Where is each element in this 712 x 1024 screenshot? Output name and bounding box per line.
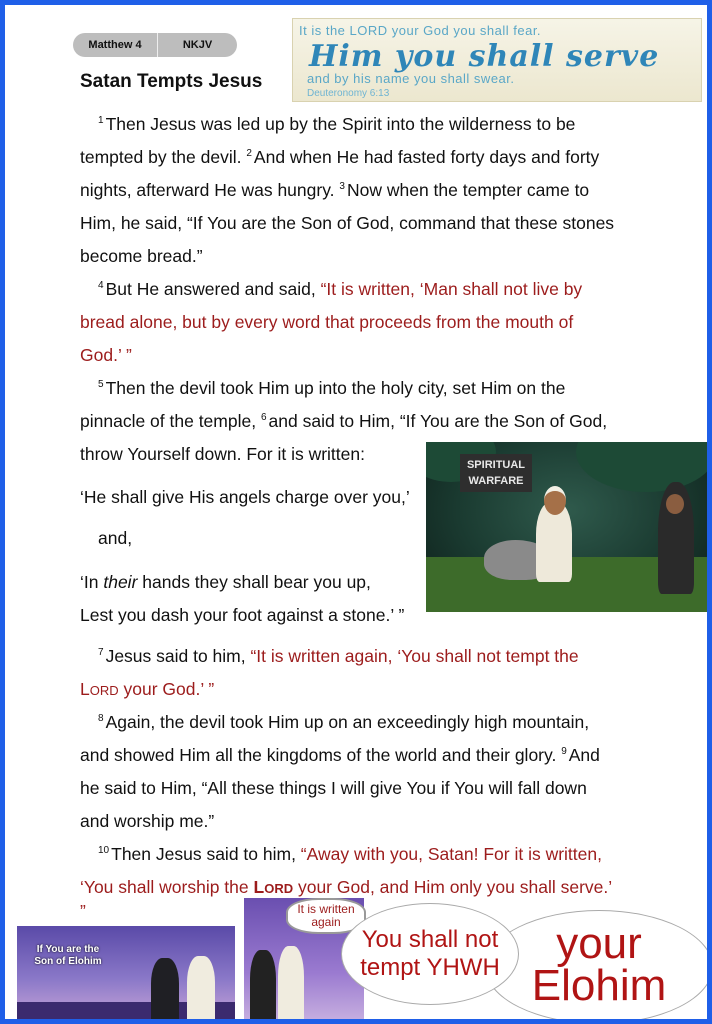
words-of-jesus (80, 673, 214, 707)
verse-text: your God.’ ” (118, 679, 215, 699)
oval-line-2: Elohim (531, 961, 667, 1010)
text-line (98, 640, 579, 672)
text-line (98, 108, 575, 140)
text-line (80, 739, 600, 771)
small-caps-l: L (253, 877, 265, 897)
jesus-head (544, 486, 566, 515)
chapter-label[interactable]: Matthew 4 (88, 39, 142, 51)
badge-line-2: WARFARE (468, 475, 524, 487)
verse-number: 8 (98, 713, 104, 725)
verse-text: ‘You shall worship the (80, 877, 254, 897)
words-of-jesus: God.’ ” (80, 345, 132, 365)
verse-number: 5 (98, 379, 104, 391)
words-of-jesus: “It is written, ‘Man shall not live by (320, 279, 583, 299)
verse-number: 4 (98, 280, 104, 292)
text-line: Him, he said, “If You are the Son of God, command that these stones (80, 213, 615, 233)
text-line: throw Yourself down. For it is written: (80, 444, 365, 464)
words-of-jesus: ” (80, 901, 86, 921)
verse-text: Jesus said to him, (105, 646, 251, 666)
quote-line: and, (98, 528, 133, 548)
text-line (80, 141, 599, 173)
jesus-figure (278, 946, 304, 1022)
satan-figure (151, 958, 179, 1022)
words-of-jesus: “Away with you, Satan! For it is written, (300, 844, 602, 864)
banner-line-1: It is the LORD your God you shall fear. (299, 23, 542, 38)
banner-line-3: and by his name you shall swear. (307, 71, 515, 86)
verse-text: tempted by the devil. (80, 147, 242, 167)
bubble-line-2: again (311, 915, 341, 929)
text-line: he said to Him, “All these things I will give You if You will fall down (80, 778, 587, 798)
section-heading: Satan Tempts Jesus (80, 71, 263, 92)
illustration-caption (23, 944, 113, 968)
verse-text: Then Jesus said to him, (111, 844, 301, 864)
quote-line (80, 566, 371, 598)
text-line (98, 838, 602, 870)
verse-text: And when He had fasted forty days and forty (253, 147, 600, 167)
banner-line-2: Him you shall serve (309, 39, 660, 74)
verse-text: hands they shall bear you up, (137, 572, 371, 592)
quote-line: ‘He shall give His angels charge over you,’ (80, 487, 410, 507)
jesus-figure (187, 956, 215, 1022)
verse-text: Now when the tempter came to (346, 180, 590, 200)
verse-text: Then the devil took Him up into the holy city, set Him on the (105, 378, 566, 398)
foliage (576, 442, 709, 492)
text-line (80, 405, 607, 437)
quote-line: Lest you dash your foot against a stone.’ ” (80, 605, 405, 625)
oval-line-2: tempt YHWH (360, 954, 500, 981)
text-line: and worship me.” (80, 811, 215, 831)
satan-face (666, 494, 684, 514)
satan-figure (250, 950, 276, 1022)
text-line (98, 706, 589, 738)
text-line (80, 174, 589, 206)
caption-line-2: Son of Elohim (34, 956, 102, 967)
words-of-jesus: bread alone, but by every word that proceeds from the mouth of (80, 312, 574, 332)
verse-text: Again, the devil took Him up on an exceedingly high mountain, (105, 712, 590, 732)
verse-number: 10 (98, 845, 110, 857)
badge-line-1: SPIRITUAL (466, 459, 526, 471)
verse-text: and showed Him all the kingdoms of the world and their glory. (80, 745, 557, 765)
verse-number: 7 (98, 647, 104, 659)
verse-text: and said to Him, “If You are the Son of God, (268, 411, 608, 431)
chapter-version-pill[interactable] (73, 33, 237, 57)
verse-number: 9 (561, 746, 567, 758)
small-caps-ord: ORD (264, 881, 294, 896)
banner-reference: Deuteronomy 6:13 (307, 88, 390, 99)
verse-text: pinnacle of the temple, (80, 411, 257, 431)
version-label[interactable]: NKJV (182, 39, 213, 51)
verse-number: 1 (98, 115, 104, 127)
son-of-elohim-illustration (17, 926, 235, 1022)
italic-word: their (103, 572, 138, 592)
oval-line-1: You shall not (361, 926, 499, 953)
verse-text: And (568, 745, 600, 765)
verse-number: 3 (339, 181, 345, 193)
verse-text: But He answered and said, (105, 279, 321, 299)
bubble-line-1: It is written (297, 902, 355, 916)
oval-line-1: your (556, 919, 642, 968)
small-caps-l: L (80, 679, 90, 699)
text-line: become bread.” (80, 246, 203, 266)
warfare-badge (460, 454, 532, 492)
verse-number: 2 (246, 148, 252, 160)
words-of-jesus: “It is written again, ‘You shall not tempt the (250, 646, 579, 666)
your-elohim-oval (485, 910, 712, 1024)
caption-line-1: If You are the (36, 944, 100, 955)
verse-text: nights, afterward He was hungry. (80, 180, 335, 200)
text-line (98, 273, 582, 305)
tempt-yhwh-oval (341, 903, 519, 1005)
small-caps-ord: ORD (89, 683, 119, 698)
verse-number: 6 (260, 412, 267, 424)
verse-text: your God, and Him only you shall serve.’ (293, 877, 613, 897)
verse-text: Then Jesus was led up by the Spirit into the wilderness to be (105, 114, 576, 134)
spiritual-warfare-illustration (426, 442, 709, 612)
deuteronomy-verse-banner (292, 18, 702, 102)
verse-text: ‘In (80, 572, 104, 592)
text-line (98, 372, 565, 404)
